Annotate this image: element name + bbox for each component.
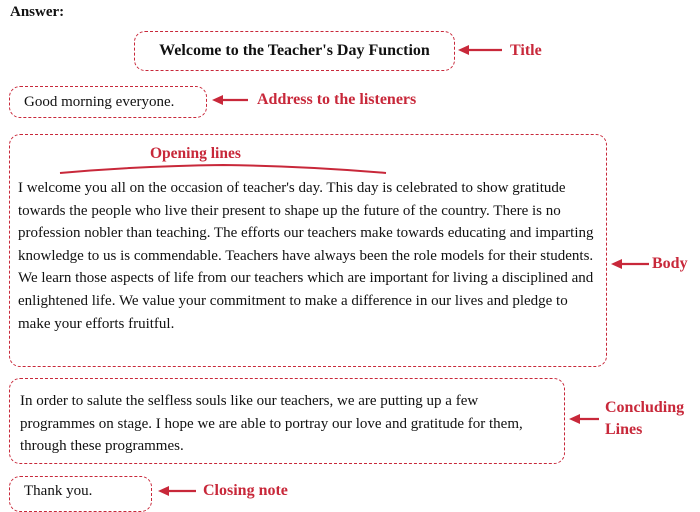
title-box xyxy=(134,31,455,71)
concluding-label-line2: Lines xyxy=(605,421,643,438)
body-paragraph: I welcome you all on the occasion of teacher's day. This day is celebrated to show gratitude towards the people who live their present to shape up the future of the country. There is no profession nobler than teaching. The efforts our teachers make towards educating and imparting knowledge to us is commendable. Teachers have always been the role models for their students. We learn those aspects of life from our teachers which are important for living a disciplined and enlightened life. We value your commitment to make a difference in our lives and pledge to make your efforts fruitful. xyxy=(18,180,594,332)
concluding-arrow-icon xyxy=(569,413,601,425)
title-text: Welcome to the Teacher's Day Function xyxy=(159,42,430,59)
concluding-box xyxy=(9,378,565,464)
closing-box xyxy=(9,476,152,512)
title-label: Title xyxy=(510,42,542,59)
concluding-label-line1: Concluding xyxy=(605,399,685,416)
body-arrow-icon xyxy=(611,258,651,270)
address-label: Address to the listeners xyxy=(257,91,417,108)
body-label: Body xyxy=(652,255,688,272)
answer-heading: Answer: xyxy=(10,4,65,20)
concluding-paragraph: In order to salute the selfless souls like our teachers, we are putting up a few programmes on stage. I hope we are able to portray our love and gratitude for them, through these programmes. xyxy=(20,393,523,454)
opening-lines-brace-icon xyxy=(58,163,388,175)
closing-label: Closing note xyxy=(203,482,288,499)
address-arrow-icon xyxy=(212,94,250,106)
body-box xyxy=(9,134,607,367)
closing-text: Thank you. xyxy=(24,483,93,499)
closing-arrow-icon xyxy=(158,485,198,497)
opening-lines-label: Opening lines xyxy=(150,145,241,162)
address-text: Good morning everyone. xyxy=(24,93,175,110)
address-box xyxy=(9,86,207,118)
title-arrow-icon xyxy=(458,44,504,56)
